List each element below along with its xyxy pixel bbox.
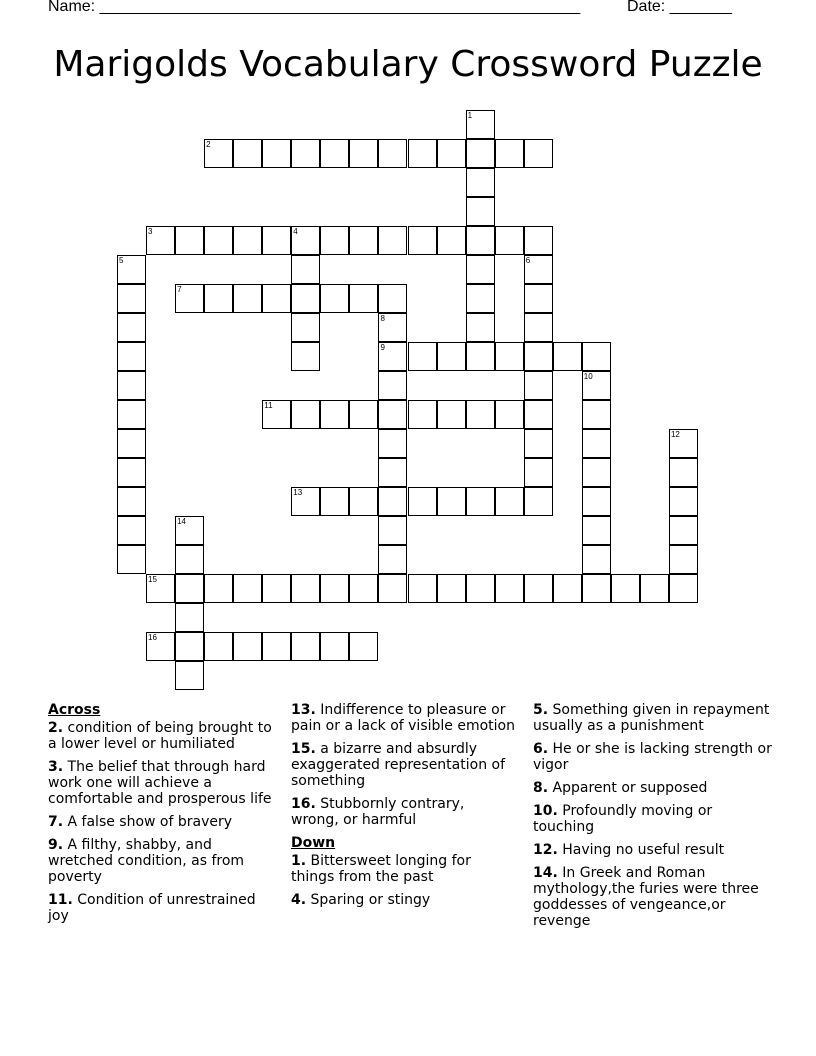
grid-cell (669, 429, 698, 458)
grid-cell (117, 487, 146, 516)
grid-cell (466, 139, 495, 168)
grid-cell (437, 574, 466, 603)
grid-cell (291, 255, 320, 284)
clue-number: 9 (380, 342, 385, 352)
clue-number: 8 (380, 313, 385, 323)
grid-cell (175, 574, 204, 603)
grid-cell (378, 429, 407, 458)
grid-cell (466, 197, 495, 226)
grid-cell (262, 139, 291, 168)
grid-cell (117, 400, 146, 429)
clue-number: 15 (148, 575, 157, 585)
clue-number: 4 (293, 226, 298, 236)
grid-cell (117, 284, 146, 313)
grid-cell (175, 226, 204, 255)
clue-number: 3 (148, 226, 153, 236)
grid-cell (495, 226, 524, 255)
grid-cell (291, 342, 320, 371)
clue-across-13: 13. Indifference to pleasure or pain or a lack of visible emotion (291, 702, 515, 734)
grid-cell (669, 487, 698, 516)
grid-cell (582, 371, 611, 400)
grid-cell (466, 574, 495, 603)
grid-cell (320, 139, 349, 168)
grid-cell (669, 574, 698, 603)
clue-across-7: 7. A false show of bravery (48, 814, 233, 830)
grid-cell (437, 487, 466, 516)
date-line: _______ (669, 0, 732, 15)
grid-cell (291, 313, 320, 342)
clue-across-9: 9. A filthy, shabby, and wretched condition, as from poverty (48, 837, 245, 885)
grid-cell (175, 632, 204, 661)
grid-cell (524, 371, 553, 400)
grid-cell (466, 110, 495, 139)
grid-cell (408, 487, 437, 516)
grid-cell (117, 545, 146, 574)
grid-cell (175, 284, 204, 313)
grid-cell (466, 168, 495, 197)
grid-cell (669, 516, 698, 545)
clues-column-2 (291, 702, 516, 915)
grid-cell (291, 284, 320, 313)
grid-cell (291, 487, 320, 516)
grid-cell (117, 458, 146, 487)
grid-cell (262, 632, 291, 661)
grid-cell (117, 371, 146, 400)
grid-cell (408, 226, 437, 255)
grid-cell (262, 400, 291, 429)
grid-cell (582, 487, 611, 516)
grid-cell (233, 139, 262, 168)
grid-cell (378, 139, 407, 168)
grid-cell (524, 284, 553, 313)
grid-cell (466, 226, 495, 255)
grid-cell (175, 516, 204, 545)
grid-cell (669, 545, 698, 574)
grid-cell (320, 574, 349, 603)
grid-cell (233, 574, 262, 603)
grid-cell (669, 458, 698, 487)
clue-across-11: 11. Condition of unrestrained joy (48, 892, 256, 924)
grid-cell (146, 226, 175, 255)
grid-cell (204, 139, 233, 168)
grid-cell (524, 313, 553, 342)
grid-cell (378, 313, 407, 342)
grid-cell (582, 400, 611, 429)
grid-cell (553, 574, 582, 603)
clue-number: 10 (583, 371, 593, 381)
grid-cell (175, 603, 204, 632)
grid-cell (204, 632, 233, 661)
grid-cell (408, 574, 437, 603)
grid-cell (524, 139, 553, 168)
grid-cell (524, 226, 553, 255)
grid-cell (146, 632, 175, 661)
grid-cell (349, 139, 378, 168)
grid-cell (466, 487, 495, 516)
grid-cell (349, 487, 378, 516)
grid-cell (524, 487, 553, 516)
name-label: Name: (48, 0, 96, 15)
grid-cell (117, 429, 146, 458)
clue-down-12: 12. Having no useful result (533, 842, 725, 858)
grid-cell (291, 632, 320, 661)
grid-cell (495, 574, 524, 603)
grid-cell (349, 574, 378, 603)
clue-number: 11 (264, 401, 273, 410)
clue-down-14: 14. In Greek and Roman mythology,the furies were three goddesses of vengeance,or revenge (533, 865, 759, 929)
grid-cell (291, 139, 320, 168)
clue-number: 6 (525, 255, 531, 265)
grid-cell (524, 574, 553, 603)
grid-cell (262, 226, 291, 255)
clue-number: 14 (177, 517, 186, 527)
grid-cell (524, 429, 553, 458)
grid-cell (233, 284, 262, 313)
grid-cell (320, 400, 349, 429)
clue-number: 2 (206, 139, 211, 149)
grid-cell (117, 255, 146, 284)
grid-cell (204, 574, 233, 603)
grid-cell (582, 342, 611, 371)
clue-across-2: 2. condition of being brought to a lower level or humiliated (48, 720, 272, 752)
grid-cell (378, 545, 407, 574)
clue-number: 7 (177, 284, 182, 294)
clues-column-3 (533, 702, 773, 936)
grid-cell (582, 545, 611, 574)
grid-cell (466, 284, 495, 313)
grid-cell (349, 400, 378, 429)
name-line: ______________________________________________________ (99, 0, 581, 15)
grid-cell (582, 429, 611, 458)
grid-cell (378, 226, 407, 255)
clue-down-1: 1. Bittersweet longing for things from the past (291, 853, 471, 885)
grid-cell (349, 632, 378, 661)
clue-number: 5 (119, 255, 124, 265)
across-heading: Across (48, 702, 101, 718)
grid-cell (320, 284, 349, 313)
clue-down-10: 10. Profoundly moving or touching (533, 803, 713, 835)
grid-cell (524, 458, 553, 487)
grid-cell (582, 574, 611, 603)
grid-cell (320, 226, 349, 255)
grid-cell (466, 255, 495, 284)
grid-cell (378, 458, 407, 487)
clue-across-16: 16. Stubbornly contrary, wrong, or harmful (291, 796, 465, 828)
grid-cell (408, 400, 437, 429)
date-label: Date: (627, 0, 666, 15)
grid-cell (495, 400, 524, 429)
clue-number: 12 (670, 430, 680, 440)
grid-cell (437, 226, 466, 255)
down-heading: Down (291, 835, 336, 851)
grid-cell (378, 487, 407, 516)
grid-cell (291, 226, 320, 255)
grid-cell (117, 342, 146, 371)
clue-across-15: 15. a bizarre and absurdly exaggerated representation of something (291, 741, 506, 789)
page-title: Marigolds Vocabulary Crossword Puzzle (53, 44, 763, 85)
grid-cell (204, 284, 233, 313)
grid-cell (378, 284, 407, 313)
clue-down-5: 5. Something given in repayment usually as a punishment (533, 702, 770, 734)
grid-cell (233, 226, 262, 255)
grid-cell (378, 400, 407, 429)
grid-cell (233, 632, 262, 661)
grid-cell (349, 284, 378, 313)
grid-cell (378, 342, 407, 371)
grid-cell (204, 226, 233, 255)
grid-cell (349, 226, 378, 255)
grid-cell (466, 342, 495, 371)
grid-cell (408, 342, 437, 371)
grid-cell (611, 574, 640, 603)
grid-cell (524, 255, 553, 284)
grid-cell (117, 313, 146, 342)
grid-cell (291, 400, 320, 429)
grid-cell (175, 661, 204, 690)
clue-down-4: 4. Sparing or stingy (291, 892, 431, 908)
clue-number: 16 (148, 633, 157, 643)
grid-cell (495, 487, 524, 516)
grid-cell (582, 458, 611, 487)
grid-cell (466, 400, 495, 429)
grid-cell (378, 371, 407, 400)
clue-down-8: 8. Apparent or supposed (533, 780, 708, 796)
grid-cell (262, 574, 291, 603)
clue-number: 13 (293, 488, 303, 498)
grid-cell (466, 313, 495, 342)
grid-cell (524, 342, 553, 371)
clue-down-6: 6. He or she is lacking strength or vigor (533, 741, 772, 773)
clues-column-1 (48, 702, 273, 931)
grid-cell (553, 342, 582, 371)
grid-cell (175, 545, 204, 574)
grid-cell (437, 342, 466, 371)
clue-across-3: 3. The belief that through hard work one will achieve a comfortable and prosperous life (48, 759, 272, 807)
grid-cell (582, 516, 611, 545)
grid-cell (291, 574, 320, 603)
grid-cell (378, 574, 407, 603)
grid-cell (320, 632, 349, 661)
grid-cell (495, 342, 524, 371)
grid-cell (437, 400, 466, 429)
grid-cell (320, 487, 349, 516)
grid-cell (640, 574, 669, 603)
grid-cell (146, 574, 175, 603)
clue-number: 1 (467, 110, 473, 120)
grid-cell (495, 139, 524, 168)
grid-cell (117, 516, 146, 545)
grid-cell (524, 400, 553, 429)
grid-cell (378, 516, 407, 545)
grid-cell (262, 284, 291, 313)
grid-cell (437, 139, 466, 168)
grid-cell (408, 139, 437, 168)
